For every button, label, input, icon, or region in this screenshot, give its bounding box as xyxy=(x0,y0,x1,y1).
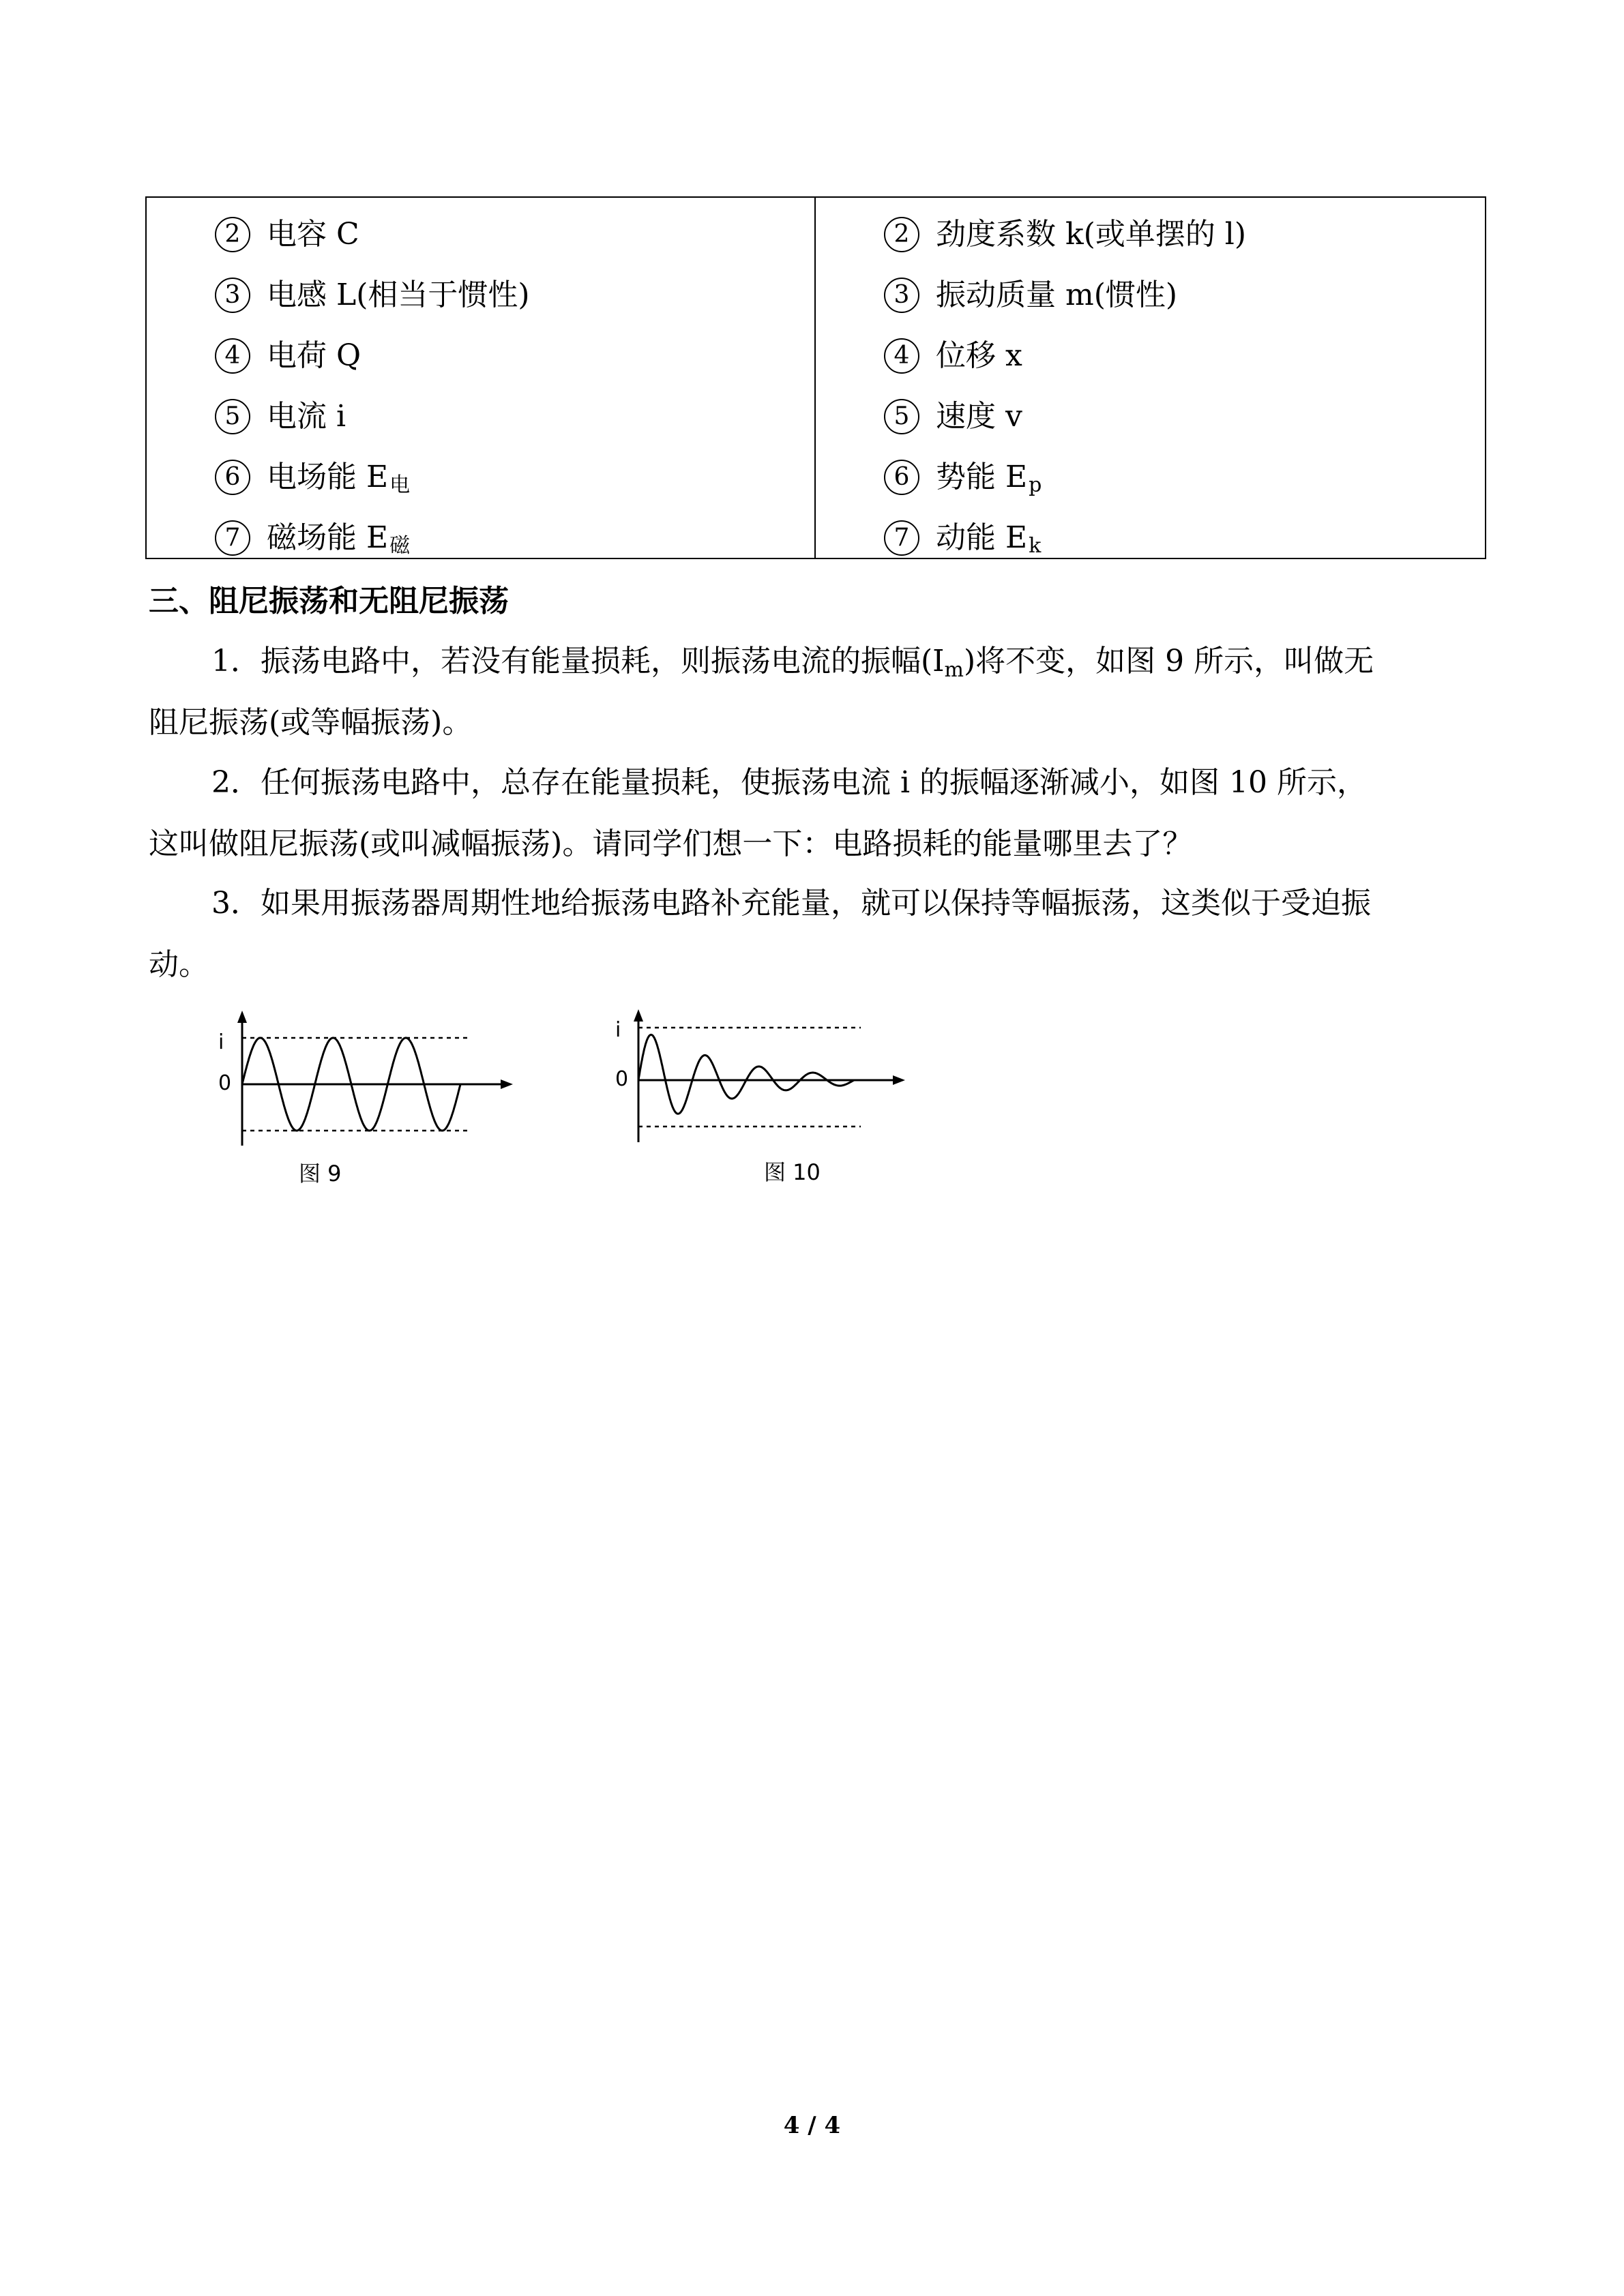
row-text: 位移 x xyxy=(936,338,1022,373)
circled-number: 5 xyxy=(884,399,919,434)
text-run: 1．振荡电路中，若没有能量损耗，则振荡电流的振幅(I xyxy=(211,644,945,679)
table-row xyxy=(215,338,814,399)
text-run: )将不变，如图 9 所示，叫做无 xyxy=(964,644,1374,679)
circled-number: 6 xyxy=(884,460,919,495)
origin-label: 0 xyxy=(218,1071,232,1095)
table-row xyxy=(884,460,1485,520)
table-row xyxy=(215,399,814,460)
row-text: 动能 E xyxy=(936,520,1028,555)
row-text: 磁场能 E xyxy=(267,520,389,555)
damped-wave xyxy=(638,1034,854,1114)
row-subscript: p xyxy=(1029,473,1042,497)
paragraph-line: 动。 xyxy=(149,947,209,982)
paragraph-undamped xyxy=(149,641,1487,764)
row-text: 电容 C xyxy=(267,217,359,252)
comparison-table xyxy=(145,196,1486,559)
circled-number: 4 xyxy=(884,338,919,374)
paragraph-line: 阻尼振荡(或等幅振荡)。 xyxy=(149,705,473,740)
paragraph-damped xyxy=(149,762,1487,885)
y-axis-arrow xyxy=(634,1009,643,1022)
subscript: m xyxy=(944,658,964,682)
paragraph-line xyxy=(149,641,1487,702)
circled-number: 3 xyxy=(215,278,250,313)
table-row xyxy=(884,338,1485,399)
circled-number: 7 xyxy=(215,520,250,556)
paragraph-line: 2．任何振荡电路中，总存在能量损耗，使振荡电流 i 的振幅逐渐减小，如图 10 所示， xyxy=(211,765,1367,800)
table-row xyxy=(215,217,814,278)
table-row xyxy=(215,460,814,520)
paragraph-line: 3．如果用振荡器周期性地给振荡电路补充能量，就可以保持等幅振荡，这类似于受迫振 xyxy=(211,886,1371,921)
circled-number: 3 xyxy=(884,278,919,313)
page-number: 4 / 4 xyxy=(783,2112,841,2139)
row-subscript: 磁 xyxy=(389,534,411,558)
circled-number: 2 xyxy=(884,217,919,252)
section-title: 三、阻尼振荡和无阻尼振荡 xyxy=(149,584,509,618)
row-text: 振动质量 m(惯性) xyxy=(936,278,1178,312)
circled-number: 6 xyxy=(215,460,250,495)
undamped-wave-graph xyxy=(205,1009,532,1159)
y-axis-label: i xyxy=(615,1018,621,1042)
table-row xyxy=(884,399,1485,460)
row-text: 电流 i xyxy=(267,399,346,434)
paragraph-line: 这叫做阻尼振荡(或叫减幅振荡)。请同学们想一下：电路损耗的能量哪里去了？ xyxy=(149,826,1193,861)
figure-caption: 图 9 xyxy=(299,1161,342,1187)
row-text: 势能 E xyxy=(936,460,1028,494)
row-text: 电场能 E xyxy=(267,460,389,494)
table-row xyxy=(215,278,814,338)
table-row xyxy=(884,278,1485,338)
table-row xyxy=(215,520,814,581)
figure-caption: 图 10 xyxy=(764,1159,821,1185)
circled-number: 2 xyxy=(215,217,250,252)
y-axis-arrow xyxy=(237,1011,247,1023)
damped-wave-graph xyxy=(600,1009,928,1159)
row-subscript: 电 xyxy=(389,473,411,497)
lc-circuit-column xyxy=(147,198,816,558)
origin-label: 0 xyxy=(615,1067,629,1091)
row-text: 速度 v xyxy=(936,399,1022,434)
circled-number: 7 xyxy=(884,520,919,556)
figure-damped xyxy=(600,1009,928,1187)
figure-undamped xyxy=(205,1009,532,1187)
table-row xyxy=(884,217,1485,278)
row-text: 劲度系数 k(或单摆的 l) xyxy=(936,217,1247,252)
x-axis-arrow xyxy=(501,1079,513,1089)
row-text: 电荷 Q xyxy=(267,338,361,373)
circled-number: 4 xyxy=(215,338,250,374)
row-text: 电感 L(相当于惯性) xyxy=(267,278,530,312)
circled-number: 5 xyxy=(215,399,250,434)
table-row xyxy=(884,520,1485,581)
row-subscript: k xyxy=(1029,534,1042,558)
y-axis-label: i xyxy=(218,1030,224,1054)
paragraph-driven xyxy=(149,883,1487,1006)
x-axis-arrow xyxy=(893,1075,905,1085)
spring-oscillator-column xyxy=(816,198,1485,558)
